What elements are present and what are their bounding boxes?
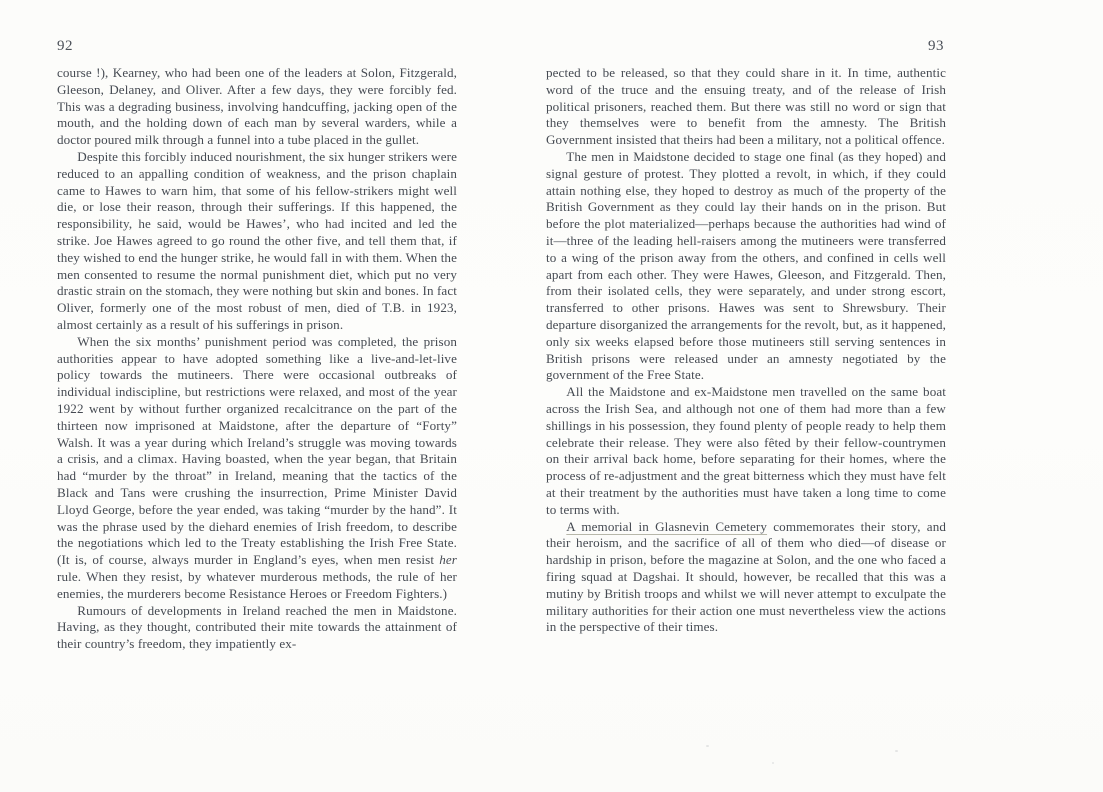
page-number-left: 92 bbox=[57, 38, 73, 54]
paragraph: Rumours of developments in Ireland reached the men in Maidstone. Having, as they thought, contributed their mite towards the attainment of their country’s freedom, they impatiently ex- bbox=[57, 602, 457, 652]
page-right-text bbox=[546, 65, 946, 636]
scan-artifact bbox=[772, 762, 774, 764]
italic-word: her bbox=[439, 552, 457, 568]
pencil-underlined-phrase: A memorial in Glasnevin Cemetery bbox=[566, 518, 768, 534]
page-right bbox=[546, 36, 946, 636]
page-number-right: 93 bbox=[928, 38, 944, 54]
paragraph-continuation: pected to be released, so that they could share in it. In time, authentic word of the truce and the ensuing treaty, and of the release of Irish political prisoners, reached them. But there was still no word or sign that they themselves were to benefit from the amnesty. The British Government insisted that theirs had been a military, not a political offence. bbox=[546, 65, 946, 148]
paragraph-continuation: course !), Kearney, who had been one of the leaders at Solon, Fitzgerald, Gleeson, Delaney, and Oliver. After a few days, they were forcibly fed. This was a degrading business, involving handcuffing, jacking open of the mouth, and the holding down of each man by several warders, while a doctor poured milk through a funnel into a tube placed in the gullet. bbox=[57, 65, 457, 148]
page-left bbox=[57, 36, 457, 653]
paragraph bbox=[546, 519, 946, 637]
paragraph-text: rule. When they resist, by whatever murderous methods, the rule of her enemies, the murderers become Resistance Heroes or Freedom Fighters.) bbox=[57, 568, 457, 601]
paragraph-text: commemorates their story, and their heroism, and the sacrifice of all of them who died—of disease or hardship in prison, before the magazine at Solon, and the one who faced a firing squad at Dagshai. It should, however, be recalled that this was a mutiny by British troops and whilst we will never attempt to exculpate the military authorities for their action one must nevertheless view the actions in the perspective of their times. bbox=[546, 518, 946, 635]
paragraph bbox=[57, 334, 457, 603]
paragraph: The men in Maidstone decided to stage one final (as they hoped) and signal gesture of protest. They plotted a revolt, in which, if they could attain nothing else, they hoped to destroy as much of the property of the British Government as they could lay their hands on in the prison. But before the plot materialized—perhaps because the authorities had wind of it—three of the leading hell-raisers among the mutineers were transferred to a wing of the prison away from the others, and confined in cells well apart from each other. They were Hawes, Gleeson, and Fitzgerald. Then, from their isolated cells, they were separately, and under strong escort, transferred to other prisons. Hawes was sent to Shrewsbury. Their departure disorganized the arrangements for the revolt, but, as it happened, only six weeks elapsed before those mutineers still serving sentences in British prisons were released under an amnesty negotiated by the government of the Free State. bbox=[546, 148, 946, 383]
scan-artifact bbox=[895, 750, 898, 752]
scan-artifact bbox=[706, 745, 709, 747]
paragraph: All the Maidstone and ex-Maidstone men travelled on the same boat across the Irish Sea, and although not one of them had more than a few shillings in his possession, they found plenty of people ready to help them celebrate their release. They were also fêted by their fellow-countrymen on their arrival back home, before separating for their homes, where the process of re-adjustment and the great bitterness which they must have felt at their treatment by the authorities must have taken a long time to come to terms with. bbox=[546, 384, 946, 517]
paragraph: Despite this forcibly induced nourishment, the six hunger strikers were reduced to an appalling condition of weakness, and the prison chaplain came to Hawes to warn him, that some of his fellow-strikers might well die, or lose their reason, through their sufferings. If this happened, the responsibility, he said, would be Hawes’, who had incited and led the strike. Joe Hawes agreed to go round the other five, and tell them that, if they wished to end the hunger strike, he would fall in with them. When the men consented to resume the normal punishment diet, which put no very drastic strain on the stomach, they were nothing but skin and bones. In fact Oliver, formerly one of the most robust of men, died of T.B. in 1923, almost certainly as a result of his sufferings in prison. bbox=[57, 148, 457, 332]
page-left-text bbox=[57, 65, 457, 653]
paragraph-text: When the six months’ punishment period was completed, the prison authorities appear to have adopted something like a live-and-let-live policy towards the mutineers. There were occasional outbreaks of individual indiscipline, but restrictions were relaxed, and most of the year 1922 went by without further organized recalcitrance on the part of the thirteen now imprisoned at Maidstone, after the departure of “Forty” Walsh. It was a year during which Ireland’s struggle was moving towards a crisis, and a climax. Having boasted, when the year began, that Britain had “murder by the throat” in Ireland, meaning that the tactics of the Black and Tans were crushing the insurrection, Prime Minister David Lloyd George, before the year ended, was taking “murder by the hand”. It was the phrase used by the diehard enemies of Irish freedom, to describe the negotiations which led to the Treaty establishing the Irish Free State. (It is, of course, always murder in England’s eyes, when men resist bbox=[57, 333, 457, 568]
